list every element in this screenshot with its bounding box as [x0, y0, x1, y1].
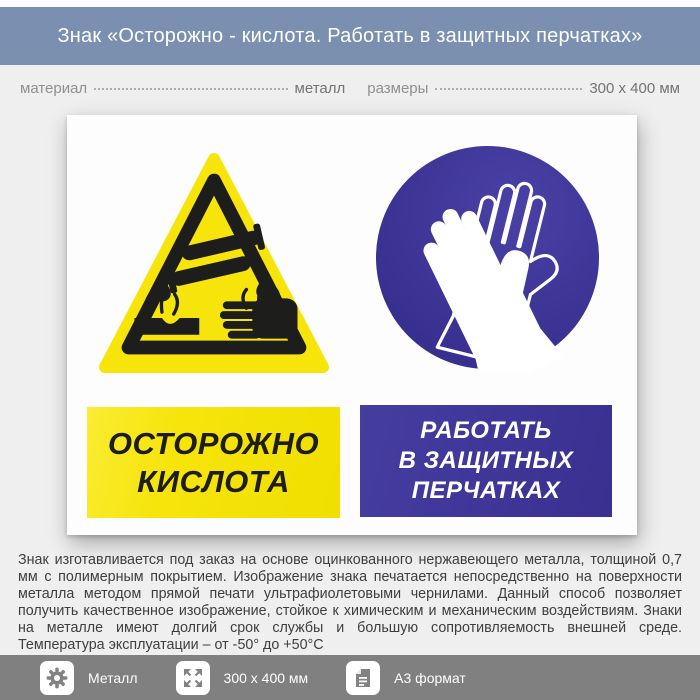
material-value: металл	[294, 79, 346, 97]
warning-text-line: ОСТОРОЖНО	[107, 425, 320, 461]
footer-item-size	[176, 661, 309, 695]
footer-item-format	[346, 661, 466, 695]
document-icon	[346, 661, 380, 695]
product-description: Знак изготавливается под заказ на основе оцинкованного нержавеющего металла, толщиной 0,7 мм с полимерным покрытием. Изображение знака печатается непосредственно на поверхности металла методом прямой печати ультрафиолетовыми чернилами. Данный способ позволяет получить качественное изображение, стойкое к химическим и механическим воздействиям. Знаки на металле имеют долгий срок службы и большую сопротивляемость внешней среде. Температура эксплуатации – от -50° до +50°С	[18, 552, 682, 653]
footer-size-label: 300 х 400 мм	[223, 669, 309, 686]
mandatory-text-line: В ЗАЩИТНЫХ	[398, 447, 574, 474]
warning-text-block	[87, 407, 340, 518]
footer-item-material	[40, 661, 138, 695]
acid-warning-triangle-icon	[97, 151, 331, 375]
footer-material-label: Металл	[88, 669, 138, 686]
dot-leader	[435, 88, 582, 90]
protective-gloves-icon	[372, 142, 603, 373]
material-row	[20, 80, 345, 97]
sign-preview-image	[67, 115, 637, 535]
warning-text-line: КИСЛОТА	[137, 463, 290, 499]
mandatory-text-block	[360, 405, 612, 517]
resize-arrows-icon	[176, 661, 210, 695]
material-label: материал	[20, 79, 88, 97]
page-header	[0, 7, 700, 65]
footer-format-label: А3 формат	[394, 669, 466, 686]
page-title: Знак «Осторожно - кислота. Работать в защитных перчатках»	[57, 24, 643, 47]
top-strip	[0, 0, 700, 7]
dot-leader	[94, 88, 287, 90]
size-value: 300 х 400 мм	[589, 79, 680, 97]
mandatory-text-line: ПЕРЧАТКАХ	[411, 477, 561, 504]
footer-bar	[0, 655, 700, 700]
mandatory-text-line: РАБОТАТЬ	[420, 417, 552, 444]
size-row	[367, 80, 680, 97]
gear-icon	[40, 661, 74, 695]
meta-row	[0, 65, 700, 111]
size-label: размеры	[367, 79, 429, 97]
